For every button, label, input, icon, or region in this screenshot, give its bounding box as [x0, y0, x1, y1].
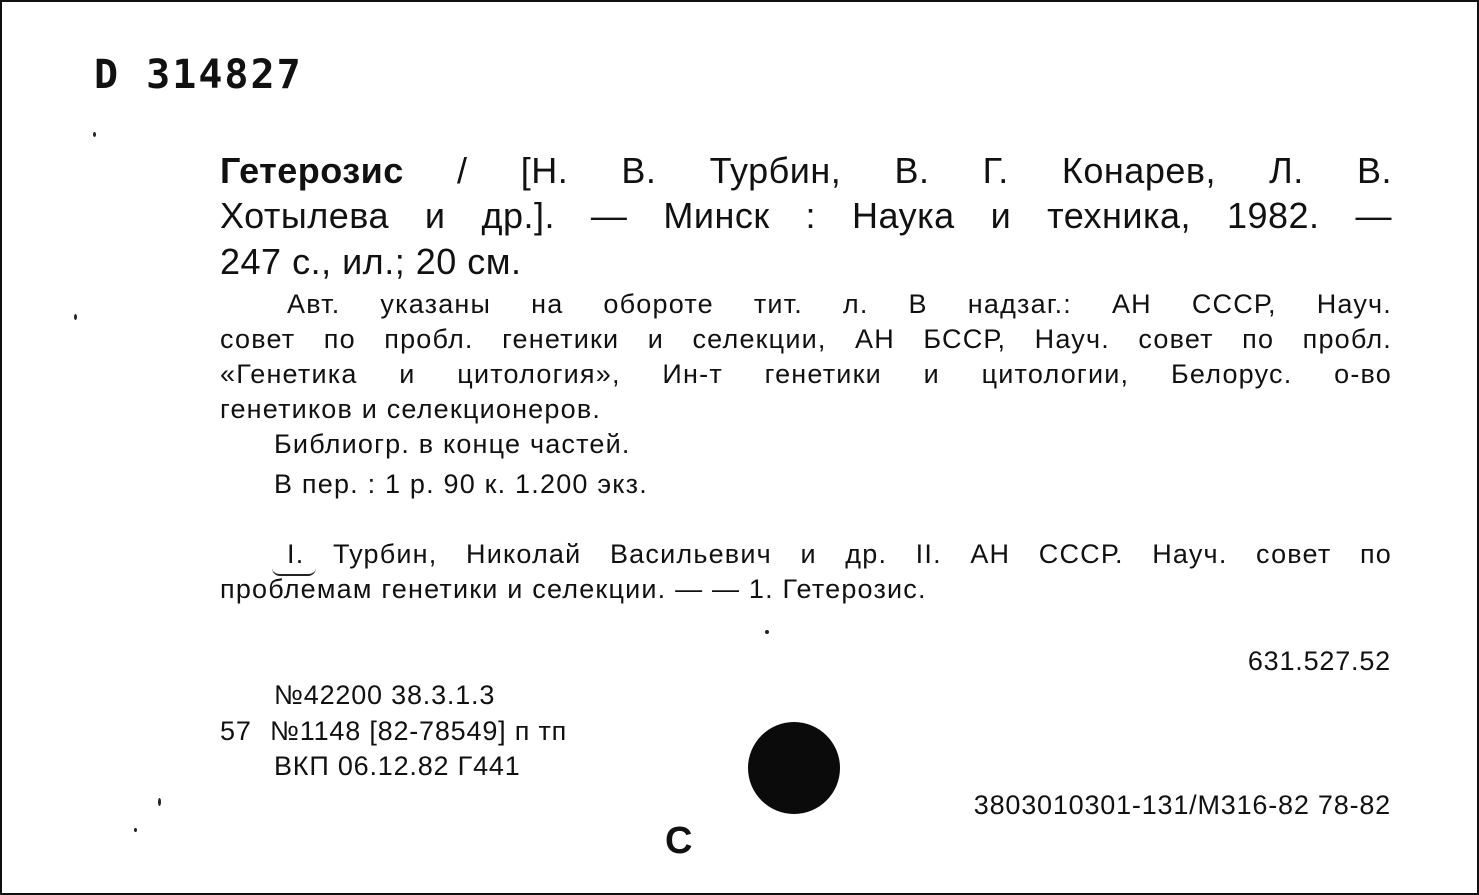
classification-number: 631.527.52	[1247, 646, 1391, 676]
note-authors-3: «Генетика и цитология», Ин-т генетики и цитологии, Белорус. о-во	[220, 359, 1392, 389]
code-line-1: №42200 38.3.1.3	[274, 680, 496, 710]
handwritten-underline	[272, 568, 316, 576]
speck	[74, 314, 77, 320]
speck	[134, 828, 137, 832]
speck	[765, 630, 769, 634]
order-code: 3803010301-131/М316-82 78-82	[973, 790, 1391, 820]
code-line-3: ВКП 06.12.82 Г441	[274, 751, 521, 781]
stamp-letter: C	[665, 820, 693, 862]
title-line-3: 247 с., ил.; 20 см.	[220, 241, 522, 282]
tracings-line-1: I. Турбин, Николай Васильевич и др. II. АН СССР. Науч. совет по	[287, 539, 1392, 569]
punch-hole	[748, 722, 840, 814]
speck	[93, 132, 96, 137]
note-price: В пер. : 1 р. 90 к. 1.200 экз.	[274, 469, 648, 499]
note-bibliography: Библиогр. в конце частей.	[274, 429, 631, 459]
speck	[158, 798, 161, 806]
note-authors-1: Авт. указаны на обороте тит. л. В надзаг.: АН СССР, Науч.	[287, 289, 1392, 319]
title-line-2: Хотылева и др.]. — Минск : Наука и техника, 1982. —	[220, 195, 1392, 236]
title-line-1	[220, 148, 1392, 193]
title-responsibility: / [Н. В. Турбин, В. Г. Конарев, Л. В.	[403, 150, 1392, 191]
tracings-line-2: проблемам генетики и селекции. — — 1. Гетерозис.	[220, 574, 927, 604]
code-line-2-prefix: 57	[220, 716, 252, 746]
book-title: Гетерозис	[220, 150, 404, 191]
note-authors-4: генетиков и селекционеров.	[220, 394, 602, 424]
note-authors-2: совет по пробл. генетики и селекции, АН БССР, Науч. совет по пробл.	[220, 324, 1392, 354]
call-number: D 314827	[94, 52, 303, 98]
code-line-2: №1148 [82-78549] п тп	[270, 716, 568, 746]
